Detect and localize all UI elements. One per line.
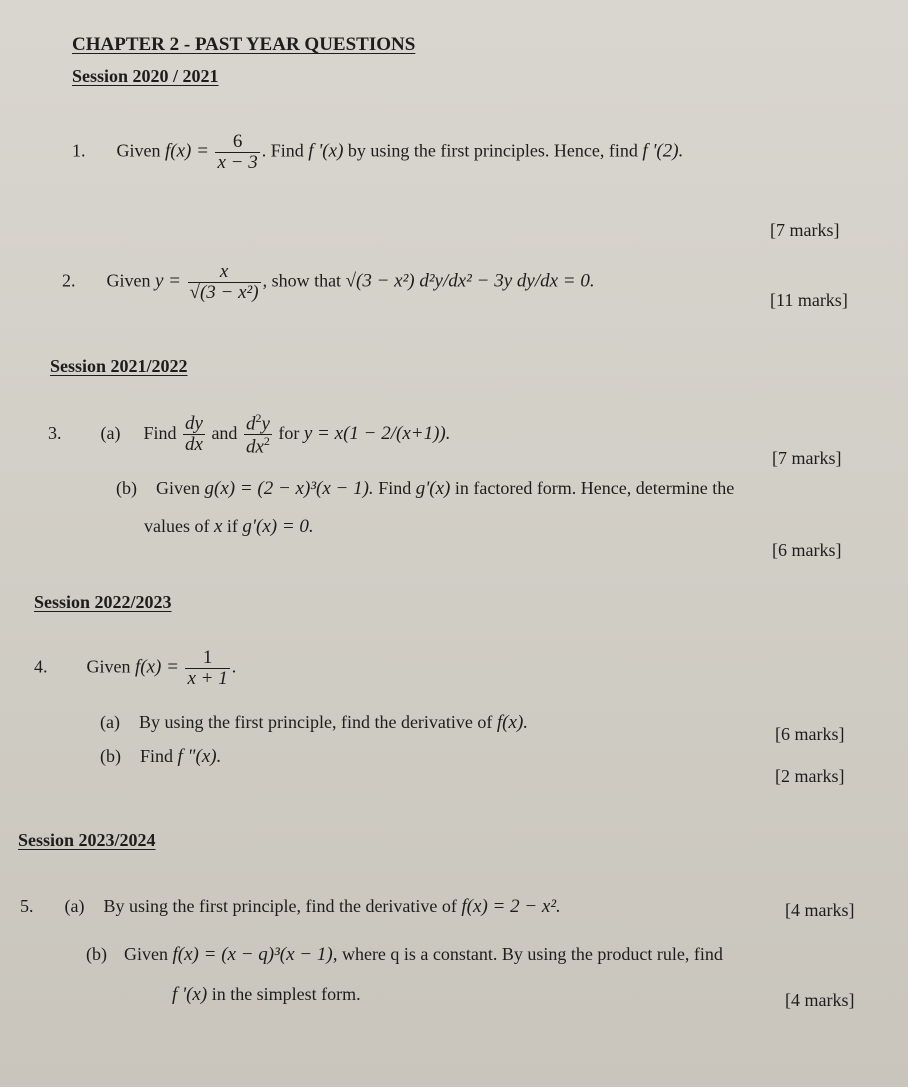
- q1-find: . Find: [261, 140, 304, 161]
- q3a-and: and: [211, 422, 238, 443]
- q2-given: Given: [106, 270, 151, 291]
- q4-number: 4.: [34, 656, 48, 677]
- q3b-line2: values of: [144, 516, 210, 536]
- q5b-rest: where q is a constant. By using the product rule, find: [341, 944, 723, 964]
- q1-fraction-num: 6: [215, 132, 259, 153]
- question-5b-line2: [172, 984, 361, 1006]
- session-heading-2021: Session 2021/2022: [50, 356, 188, 376]
- q3a-find: Find: [143, 422, 177, 443]
- q1-marks: [7 marks]: [770, 220, 840, 240]
- question-2: [62, 262, 595, 303]
- question-3b: [116, 478, 734, 500]
- session-heading-2023: Session 2023/2024: [18, 830, 156, 850]
- q5b-equation: f(x) = (x − q)³(x − 1),: [172, 944, 338, 965]
- q4-fraction-num: 1: [185, 648, 229, 669]
- q3b-find: Find: [378, 478, 412, 498]
- q3b-given: Given: [156, 478, 200, 498]
- q1-fraction-den: x − 3: [217, 151, 258, 173]
- q1-fprime: f '(x): [308, 140, 344, 162]
- q3a-label: (a): [100, 422, 121, 443]
- q3b-gprime: g'(x): [415, 478, 451, 499]
- q4b-marks: [2 marks]: [775, 766, 845, 786]
- session-heading-2022: Session 2022/2023: [34, 592, 172, 612]
- q4b-label: (b): [100, 746, 121, 766]
- q4b-find: Find: [140, 746, 174, 766]
- q5-number: 5.: [20, 896, 34, 916]
- q4a-label: (a): [100, 712, 120, 732]
- q5a-text: By using the first principle, find the derivative of: [103, 896, 457, 916]
- q3b-condition: g'(x) = 0.: [242, 516, 314, 537]
- q1-lhs: f(x) =: [165, 140, 209, 162]
- q3b-equation: g(x) = (2 − x)³(x − 1).: [204, 478, 374, 499]
- q5b-label: (b): [86, 944, 107, 964]
- q2-equation: √(3 − x²) d²y/dx² − 3y dy/dx = 0.: [345, 270, 595, 292]
- question-4a: [100, 712, 528, 734]
- q4-fraction-den: x + 1: [187, 667, 228, 689]
- q5a-label: (a): [64, 896, 85, 916]
- q3a-for: for: [278, 422, 300, 443]
- q2-number: 2.: [62, 270, 76, 291]
- q1-fprime2: f '(2).: [642, 140, 684, 162]
- q5a-equation: f(x) = 2 − x².: [461, 896, 561, 917]
- q2-y-eq: y =: [155, 270, 182, 292]
- q5b-fprime: f '(x): [172, 984, 208, 1005]
- q1-given: Given: [116, 140, 161, 161]
- q2-fraction-num: x: [188, 262, 261, 283]
- q3-number: 3.: [48, 422, 62, 443]
- session-heading-2020: Session 2020 / 2021: [72, 66, 219, 86]
- q3b-label: (b): [116, 478, 137, 498]
- q5b-line2: in the simplest form.: [211, 984, 361, 1004]
- q3a-marks: [7 marks]: [772, 448, 842, 468]
- q2-fraction: [188, 262, 261, 303]
- q3a-d2ydx2: $\frac{d^2y}{dx^2}$: [245, 411, 270, 458]
- question-5b: [86, 944, 723, 966]
- q4-given: Given: [86, 656, 131, 677]
- q4a-text: By using the first principle, find the derivative of: [138, 712, 493, 732]
- question-3a: [48, 412, 450, 458]
- q3a-dydx: $\frac{dy}{dx}$: [185, 413, 203, 456]
- q5b-marks: [4 marks]: [785, 990, 855, 1010]
- q4-fraction: [185, 648, 229, 689]
- q1-rest: by using the first principles. Hence, find: [347, 140, 638, 161]
- page-title: CHAPTER 2 - PAST YEAR QUESTIONS: [72, 34, 416, 55]
- question-3b-line2: values of x if g'(x) = 0.: [144, 516, 314, 537]
- q3b-if: if: [226, 516, 238, 536]
- q3a-equation: y = x(1 − 2/(x+1)).: [303, 422, 451, 444]
- q4a-marks: [6 marks]: [775, 724, 845, 744]
- q4a-f: f(x).: [496, 712, 529, 733]
- q5a-marks: [4 marks]: [785, 900, 855, 920]
- q3b-marks: [6 marks]: [772, 540, 842, 560]
- q5b-given: Given: [124, 944, 168, 964]
- q2-show: , show that: [262, 270, 342, 291]
- question-4b: [100, 746, 221, 768]
- question-5a: [20, 896, 561, 918]
- question-4: 4. Given f(x) = $\frac{1}{x + 1}$ .: [34, 647, 237, 689]
- q2-marks: [11 marks]: [770, 290, 848, 310]
- q1-fraction: [215, 132, 259, 173]
- q4b-f: f "(x).: [177, 746, 222, 767]
- q2-fraction-den: √(3 − x²): [189, 281, 259, 303]
- q3b-rest: in factored form. Hence, determine the: [454, 478, 735, 498]
- question-1: [72, 132, 683, 173]
- q1-number: 1.: [72, 140, 86, 161]
- q4-lhs: f(x) =: [135, 656, 179, 678]
